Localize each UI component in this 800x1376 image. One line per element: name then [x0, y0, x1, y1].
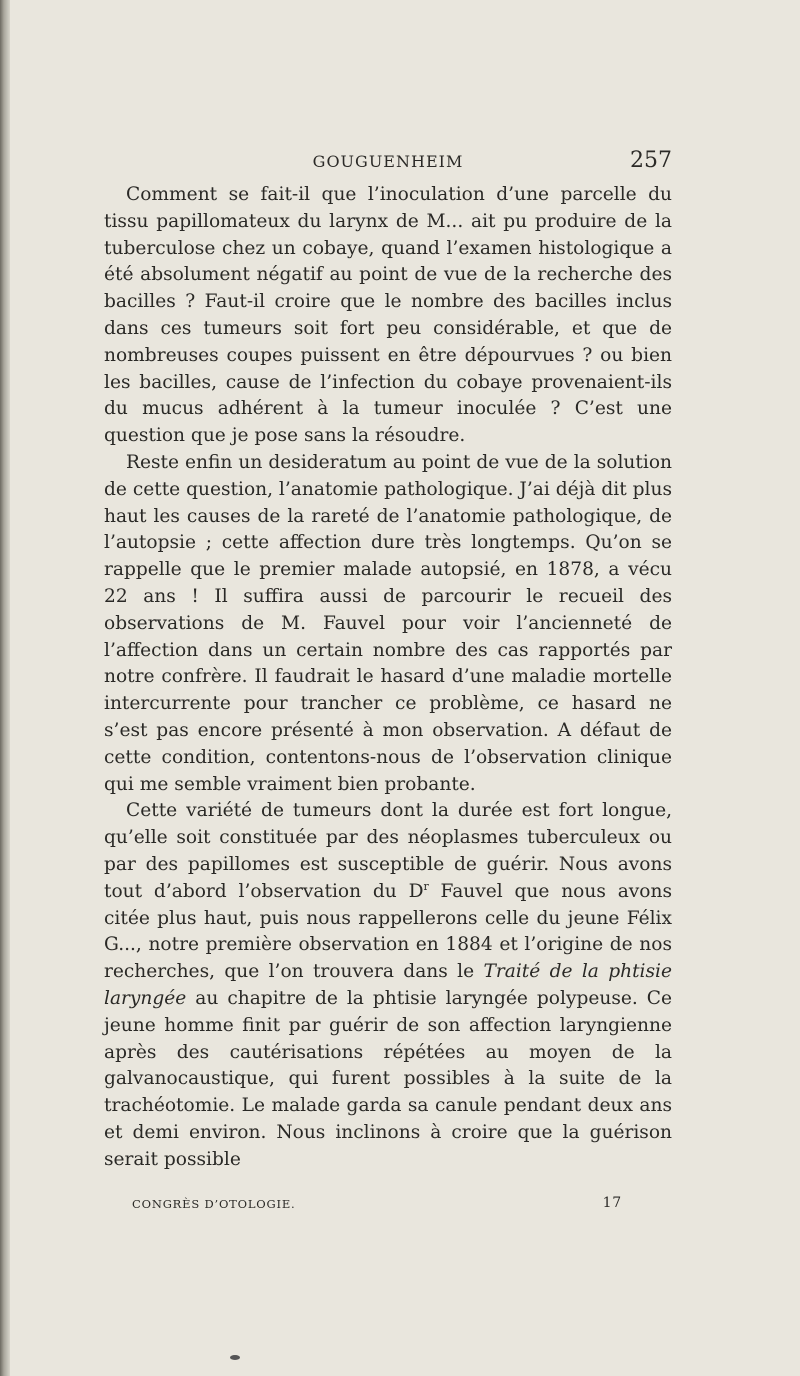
paragraph-1: Comment se fait-il que l’inoculation d’une parcelle du tissu papillomateux du larynx de M... ait pu produire de la tuberculose chez un cobaye, quand l’examen histologique a été absolument négatif au point de vue de la recherche des bacilles ? Faut-il croire que le nombre des bacilles inclus dans ces tumeurs soit fort peu considérable, et que de nombreuses coupes puissent en être dépourvues ? ou bien les bacilles, cause de l’infection du cobaye provenaient-ils du mucus adhérent à la tumeur inoculée ? C’est une question que je pose sans la résoudre.: [104, 184, 672, 447]
paragraph-3-text-a: Cette variété de tumeurs dont la durée est fort longue, qu’elle soit constituée par des néoplasmes tuberculeux ou par des papillomes est susceptible de guérir. Nous avons tout d’abord l’observation du D: [104, 800, 672, 902]
page-number: 257: [630, 148, 672, 173]
ink-speck: [230, 1355, 240, 1360]
page-footer: [132, 1195, 622, 1215]
page-header: [104, 148, 672, 176]
paragraph-2: Reste enfin un desideratum au point de vue de la solution de cette question, l’anatomie pathologique. J’ai déjà dit plus haut les causes de la rareté de l’anatomie pathologique, de l’autopsie ; cette affection dure très longtemps. Qu’on se rappelle que le premier malade autopsié, en 1878, a vécu 22 ans ! Il suffira aussi de parcourir le recueil des observations de M. Fauvel pour voir l’ancienneté de l’affection dans un certain nombre des cas rapportés par notre confrère. Il faudrait le hasard d’une maladie mortelle intercurrente pour trancher ce problème, ce hasard ne s’est pas encore présenté à mon observation. A défaut de cette condition, contentons-nous de l’observation clinique qui me semble vraiment bien probante.: [104, 451, 672, 795]
binding-edge: [0, 0, 10, 1376]
running-head: GOUGUENHEIM: [312, 152, 464, 171]
signature-mark: 17: [602, 1195, 622, 1211]
paragraph-3-text-c: au chapitre de la phtisie laryngée polypeuse. Ce jeune homme finit par guérir de son affection laryngienne après des cautérisations répétées au moyen de la galvanocaustique, qui furent possibles à la suite de la trachéotomie. Le malade garda sa canule pendant deux ans et demi environ. Nous inclinons à croire que la guérison serait possible: [104, 987, 672, 1170]
footer-title: CONGRÈS D’OTOLOGIE.: [132, 1197, 296, 1211]
book-title: Traité de la phtisie laryngée: [104, 961, 673, 1009]
superscript-r: r: [423, 879, 429, 893]
paragraph-3-text-b: Fauvel que nous avons citée plus haut, puis nous rappellerons celle du jeune Félix G..., notre première observation en 1884 et l’origine de nos recherches, que l’on trouvera dans le: [104, 880, 672, 983]
paragraph-3: [104, 798, 672, 1173]
body-text: [104, 182, 672, 1173]
